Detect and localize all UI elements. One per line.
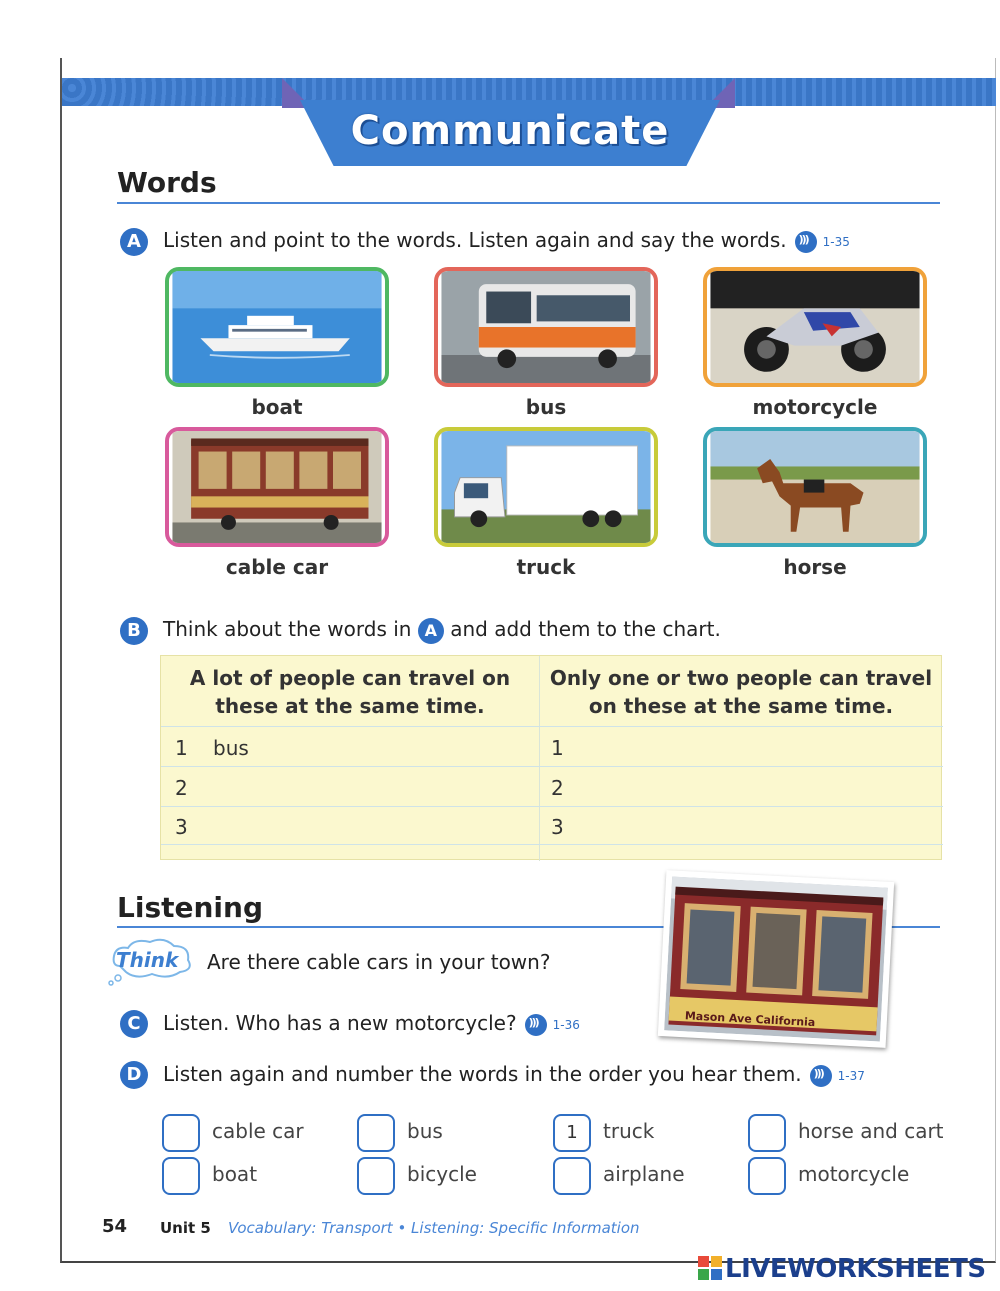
option-label-airplane: airplane bbox=[603, 1162, 685, 1186]
number-box-airplane[interactable] bbox=[553, 1157, 591, 1195]
step-b-text-after: and add them to the chart. bbox=[450, 617, 721, 641]
words-section-title: Words bbox=[117, 166, 217, 199]
boat-image bbox=[169, 271, 385, 383]
chart-row2-cell-right[interactable] bbox=[581, 776, 921, 802]
option-label-motorcycle: motorcycle bbox=[798, 1162, 910, 1186]
motorcycle-label: motorcycle bbox=[752, 395, 878, 419]
step-a-text: Listen and point to the words. Listen again and say the words. bbox=[163, 228, 787, 252]
chart-row1-cell-right[interactable] bbox=[581, 736, 921, 762]
step-b-text-before: Think about the words in bbox=[163, 617, 412, 641]
cable-car-photo bbox=[658, 870, 894, 1048]
audio-icon[interactable] bbox=[525, 1014, 547, 1036]
step-c-badge: C bbox=[120, 1010, 148, 1038]
number-box-cable-car[interactable] bbox=[162, 1114, 200, 1152]
chart-row3-num-left: 3 bbox=[175, 815, 188, 839]
brand-name: LIVEWORKSHEETS bbox=[725, 1254, 986, 1284]
unit-label: Unit 5 bbox=[160, 1219, 211, 1237]
chart-row2-num-left: 2 bbox=[175, 776, 188, 800]
step-b-ref-badge: A bbox=[418, 618, 444, 644]
words-rule bbox=[117, 202, 940, 204]
option-label-boat: boat bbox=[212, 1162, 258, 1186]
chart-row3-cell-left[interactable] bbox=[213, 815, 513, 841]
chart-row-line bbox=[161, 766, 943, 767]
truck-image bbox=[438, 431, 654, 543]
brand-icon bbox=[698, 1256, 722, 1280]
option-label-horse-and-cart: horse and cart bbox=[798, 1119, 944, 1143]
step-a-instruction bbox=[163, 228, 850, 253]
number-box-truck[interactable]: 1 bbox=[553, 1114, 591, 1152]
chart-row2-cell-left[interactable] bbox=[213, 776, 513, 802]
track-number: 1-35 bbox=[822, 234, 850, 249]
cable-car-image bbox=[169, 431, 385, 543]
cable-car-label: cable car bbox=[225, 555, 329, 579]
step-c-instruction bbox=[163, 1011, 580, 1036]
chart-col2-line1: Only one or two people can travel bbox=[549, 666, 933, 690]
horse-image bbox=[707, 431, 923, 543]
horse-picture bbox=[703, 427, 927, 547]
motorcycle-picture bbox=[703, 267, 927, 387]
topic-label: Vocabulary: Transport • Listening: Specific Information bbox=[228, 1219, 640, 1237]
chart-row3-num-right: 3 bbox=[551, 815, 564, 839]
step-d-badge: D bbox=[120, 1061, 148, 1089]
audio-icon[interactable] bbox=[795, 231, 817, 253]
truck-picture bbox=[434, 427, 658, 547]
words-chart bbox=[160, 655, 942, 860]
boat-picture bbox=[165, 267, 389, 387]
page-number: 54 bbox=[102, 1216, 128, 1237]
option-label-cable-car: cable car bbox=[212, 1119, 304, 1143]
chart-col2-line2: on these at the same time. bbox=[588, 694, 894, 718]
listening-section-title: Listening bbox=[117, 891, 263, 924]
chart-row3-cell-right[interactable] bbox=[581, 815, 921, 841]
number-box-boat[interactable] bbox=[162, 1157, 200, 1195]
chart-row-line bbox=[161, 726, 943, 727]
track-number: 1-36 bbox=[552, 1017, 580, 1032]
number-box-horse-and-cart[interactable] bbox=[748, 1114, 786, 1152]
number-box-bicycle[interactable] bbox=[357, 1157, 395, 1195]
motorcycle-image bbox=[707, 271, 923, 383]
chart-row1-num-right: 1 bbox=[551, 736, 564, 760]
chart-row-line bbox=[161, 806, 943, 807]
photo-sign-text: Mason Ave California bbox=[684, 1009, 816, 1030]
option-label-bicycle: bicycle bbox=[407, 1162, 477, 1186]
bus-picture bbox=[434, 267, 658, 387]
chart-col1-line2: these at the same time. bbox=[215, 694, 485, 718]
number-box-bus[interactable] bbox=[357, 1114, 395, 1152]
page-title: Communicate bbox=[350, 108, 670, 154]
chart-col2-header bbox=[539, 664, 943, 720]
step-a-badge: A bbox=[120, 228, 148, 256]
step-d-text: Listen again and number the words in the order you hear them. bbox=[163, 1062, 802, 1086]
horse-label: horse bbox=[783, 555, 847, 579]
step-c-text: Listen. Who has a new motorcycle? bbox=[163, 1011, 517, 1035]
step-b-badge: B bbox=[120, 617, 148, 645]
option-label-bus: bus bbox=[407, 1119, 443, 1143]
audio-icon[interactable] bbox=[810, 1065, 832, 1087]
boat-label: boat bbox=[251, 395, 303, 419]
truck-label: truck bbox=[516, 555, 576, 579]
chart-col1-header bbox=[161, 664, 539, 720]
step-d-instruction bbox=[163, 1062, 865, 1087]
bus-image bbox=[438, 271, 654, 383]
step-b-instruction bbox=[163, 617, 721, 644]
bus-label: bus bbox=[525, 395, 567, 419]
chart-col1-line1: A lot of people can travel on bbox=[189, 666, 511, 690]
brand-logo bbox=[698, 1254, 986, 1284]
cable-car-picture bbox=[165, 427, 389, 547]
chart-row2-num-right: 2 bbox=[551, 776, 564, 800]
think-bubble bbox=[108, 936, 198, 986]
number-box-motorcycle[interactable] bbox=[748, 1157, 786, 1195]
chart-row1-num-left: 1 bbox=[175, 736, 188, 760]
option-label-truck: truck bbox=[603, 1119, 655, 1143]
chart-row1-cell-left[interactable]: bus bbox=[213, 736, 249, 760]
think-label: Think bbox=[116, 948, 179, 972]
think-question: Are there cable cars in your town? bbox=[207, 950, 551, 974]
track-number: 1-37 bbox=[837, 1068, 865, 1083]
chart-row-line bbox=[161, 844, 943, 845]
